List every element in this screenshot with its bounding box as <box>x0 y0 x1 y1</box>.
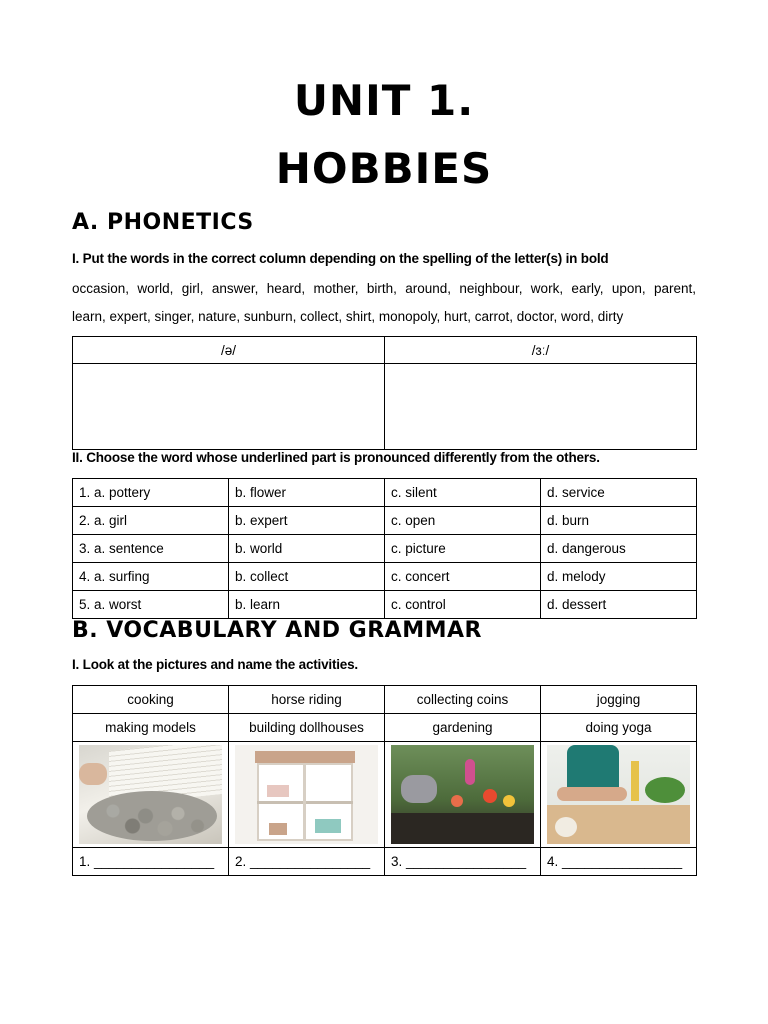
vocabulary-instruction-1: I. Look at the pictures and name the activities. <box>72 657 358 672</box>
table-row <box>73 591 697 619</box>
option-cell[interactable]: 3. a. sentence <box>73 535 229 563</box>
word-bank-item: cooking <box>73 686 229 714</box>
picture-cell <box>385 742 541 848</box>
option-cell[interactable]: 1. a. pottery <box>73 479 229 507</box>
word-list-line-2: learn, expert, singer, nature, sunburn, collect, shirt, monopoly, hurt, carrot, doctor, word, dirty <box>72 309 624 324</box>
option-cell[interactable]: c. picture <box>385 535 541 563</box>
option-cell[interactable]: 2. a. girl <box>73 507 229 535</box>
table-row <box>73 507 697 535</box>
word-bank-item: collecting coins <box>385 686 541 714</box>
option-cell[interactable]: d. burn <box>541 507 697 535</box>
option-cell[interactable]: b. learn <box>229 591 385 619</box>
table-row <box>73 714 697 742</box>
title-line-1: UNIT 1. <box>293 76 475 125</box>
word-bank-item: making models <box>73 714 229 742</box>
option-cell[interactable]: 5. a. worst <box>73 591 229 619</box>
option-cell[interactable]: d. melody <box>541 563 697 591</box>
answer-cell-schwa[interactable] <box>73 364 385 450</box>
option-cell[interactable]: c. concert <box>385 563 541 591</box>
option-cell[interactable]: b. world <box>229 535 385 563</box>
title-line-2: HOBBIES <box>275 144 493 193</box>
table-row <box>73 479 697 507</box>
phonetics-instruction-1: I. Put the words in the correct column depending on the spelling of the letter(s) in bold <box>72 251 609 266</box>
picture-cell <box>73 742 229 848</box>
coins-photo <box>79 745 222 844</box>
activity-picture-table <box>72 685 697 876</box>
option-cell[interactable]: b. flower <box>229 479 385 507</box>
word-bank-item: horse riding <box>229 686 385 714</box>
picture-cell <box>541 742 697 848</box>
table-row <box>73 848 697 876</box>
word-bank-item: building dollhouses <box>229 714 385 742</box>
pronunciation-choice-table <box>72 478 697 619</box>
option-cell[interactable]: d. service <box>541 479 697 507</box>
option-cell[interactable]: d. dessert <box>541 591 697 619</box>
word-bank-item: doing yoga <box>541 714 697 742</box>
cooking-photo <box>547 745 690 844</box>
word-bank-item: gardening <box>385 714 541 742</box>
phonetics-sort-table <box>72 336 697 450</box>
section-b-heading: B. VOCABULARY AND GRAMMAR <box>72 618 482 643</box>
answer-blank-4[interactable]: 4. ________________ <box>541 848 697 876</box>
answer-blank-2[interactable]: 2. ________________ <box>229 848 385 876</box>
option-cell[interactable]: c. silent <box>385 479 541 507</box>
option-cell[interactable]: d. dangerous <box>541 535 697 563</box>
table-row <box>73 686 697 714</box>
option-cell[interactable]: b. expert <box>229 507 385 535</box>
option-cell[interactable]: 4. a. surfing <box>73 563 229 591</box>
section-a-heading: A. PHONETICS <box>72 210 254 235</box>
answer-blank-1[interactable]: 1. ________________ <box>73 848 229 876</box>
phonetics-instruction-2: II. Choose the word whose underlined part is pronounced differently from the others. <box>72 450 600 465</box>
word-list-line-1: occasion, world, girl, answer, heard, mother, birth, around, neighbour, work, early, upon, parent, <box>72 281 696 296</box>
answer-cell-er[interactable] <box>385 364 697 450</box>
dollhouse-photo <box>235 745 378 844</box>
gardening-photo <box>391 745 534 844</box>
table-row <box>73 742 697 848</box>
column-header-schwa: /ə/ <box>73 337 385 364</box>
table-row <box>73 535 697 563</box>
column-header-er: /ɜː/ <box>385 337 697 364</box>
answer-blank-3[interactable]: 3. ________________ <box>385 848 541 876</box>
picture-cell <box>229 742 385 848</box>
option-cell[interactable]: b. collect <box>229 563 385 591</box>
table-row <box>73 563 697 591</box>
option-cell[interactable]: c. control <box>385 591 541 619</box>
option-cell[interactable]: c. open <box>385 507 541 535</box>
word-bank-item: jogging <box>541 686 697 714</box>
